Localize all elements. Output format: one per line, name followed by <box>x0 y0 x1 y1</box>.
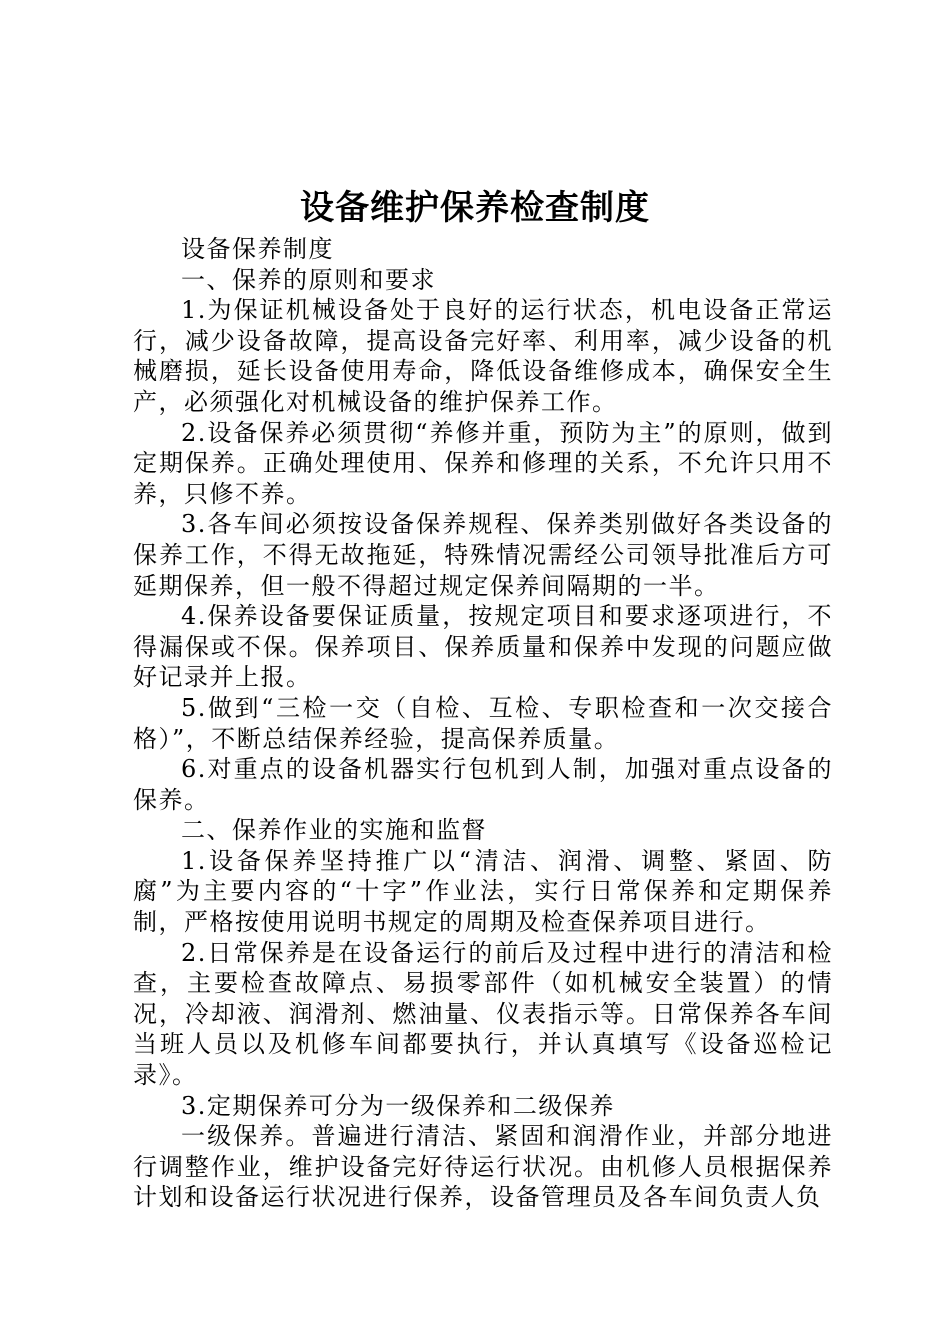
section-heading-implementation: 二、保养作业的实施和监督 <box>181 816 487 845</box>
paragraph-item-4: 4.保养设备要保证质量，按规定项目和要求逐项进行，不得漏保或不保。保养项目、保养质量和保养中发现的问题应做好记录并上报。 <box>133 602 833 692</box>
document-body <box>133 234 833 1213</box>
paragraph-item-5: 5.做到“三检一交（自检、互检、专职检查和一次交接合格）”，不断总结保养经验，提高保养质量。 <box>133 693 833 753</box>
paragraph-impl-3: 3.定期保养可分为一级保养和二级保养 <box>181 1091 615 1120</box>
paragraph-impl-2: 2.日常保养是在设备运行的前后及过程中进行的清洁和检查，主要检查故障点、易损零部件（如机械安全装置）的情况，冷却液、润滑剂、燃油量、仪表指示等。日常保养各车间当班人员以及机修车间都要执行，并认真填写《设备巡检记录》。 <box>133 938 833 1090</box>
document-title: 设备维护保养检查制度 <box>300 188 650 228</box>
paragraph-heading-maintenance-system: 设备保养制度 <box>181 235 334 263</box>
paragraph-first-level-maintenance: 一级保养。普遍进行清洁、紧固和润滑作业，并部分地进行调整作业，维护设备完好待运行状况。由机修人员根据保养计划和设备运行状况进行保养，设备管理员及各车间负责人负 <box>133 1122 833 1212</box>
paragraph-item-6: 6.对重点的设备机器实行包机到人制，加强对重点设备的保养。 <box>133 755 833 814</box>
paragraph-item-1: 1.为保证机械设备处于良好的运行状态，机电设备正常运行，减少设备故障，提高设备完好率、利用率，减少设备的机械磨损，延长设备使用寿命，降低设备维修成本，确保安全生产，必须强化对机械设备的维护保养工作。 <box>133 296 833 416</box>
paragraph-impl-1: 1.设备保养坚持推广以“清洁、润滑、调整、紧固、防腐”为主要内容的“十字”作业法，实行日常保养和定期保养制，严格按使用说明书规定的周期及检查保养项目进行。 <box>133 846 833 937</box>
paragraph-item-3: 3.各车间必须按设备保养规程、保养类别做好各类设备的保养工作，不得无故拖延，特殊情况需经公司领导批准后方可延期保养，但一般不得超过规定保养间隔期的一半。 <box>133 510 833 600</box>
section-heading-principles: 一、保养的原则和要求 <box>181 265 436 294</box>
paragraph-item-2: 2.设备保养必须贯彻“养修并重，预防为主”的原则，做到定期保养。正确处理使用、保养和修理的关系，不允许只用不养，只修不养。 <box>133 418 833 508</box>
